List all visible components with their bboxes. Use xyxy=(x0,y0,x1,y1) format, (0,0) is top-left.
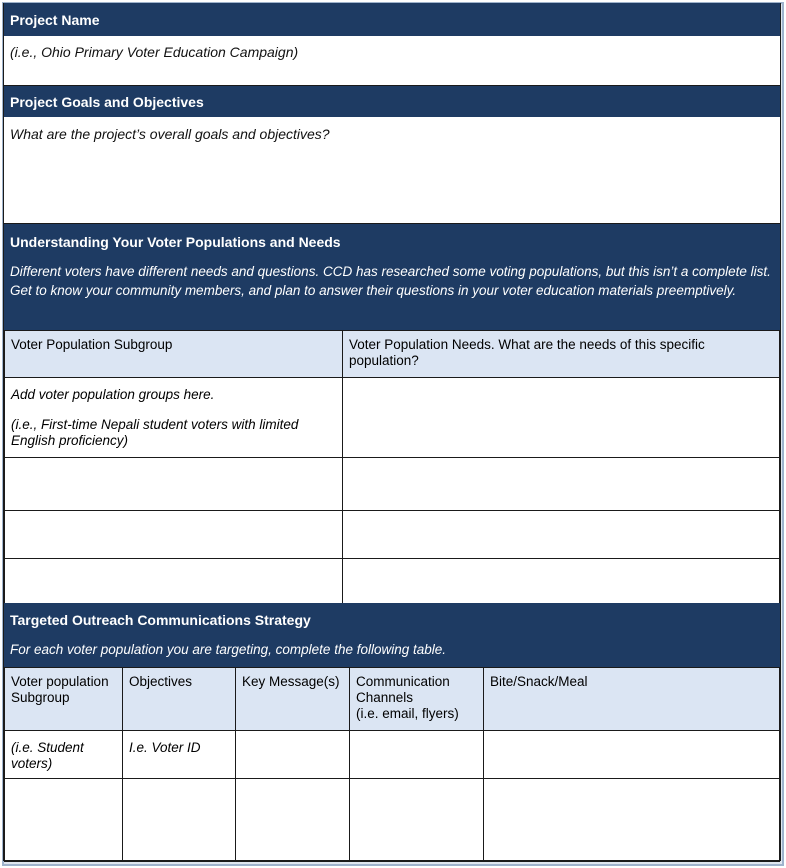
table-row xyxy=(5,511,780,559)
col-header-channels xyxy=(350,668,484,731)
channels-cell[interactable] xyxy=(350,731,484,779)
needs-cell[interactable] xyxy=(343,511,780,559)
subgroup-cell[interactable] xyxy=(5,511,343,559)
channels-cell[interactable] xyxy=(350,779,484,862)
channels-example: (i.e. email, flyers) xyxy=(356,706,459,721)
outreach-title: Targeted Outreach Communications Strategy xyxy=(10,612,311,628)
key-messages-cell[interactable] xyxy=(236,779,350,862)
goals-header xyxy=(4,86,780,117)
goals-field[interactable] xyxy=(4,117,780,224)
subgroup-cell[interactable]: (i.e. Student voters) xyxy=(5,731,123,779)
bite-cell[interactable] xyxy=(484,779,780,862)
goals-hint: What are the project’s overall goals and objectives? xyxy=(10,126,330,142)
col-header-objectives: Objectives xyxy=(123,668,236,731)
worksheet xyxy=(3,3,781,861)
subgroup-example: (i.e., First-time Nepali student voters with limited English proficiency) xyxy=(11,417,299,448)
project-name-title: Project Name xyxy=(10,11,100,28)
populations-description: Different voters have different needs and questions. CCD has researched some voting populations, but this isn’t a complete list. Get to know your community members, and plan to answer their questions in your voter education materials preemptively. xyxy=(10,264,771,298)
subgroup-instruction: Add voter population groups here. xyxy=(11,387,215,402)
bite-cell[interactable] xyxy=(484,731,780,779)
needs-cell[interactable] xyxy=(343,458,780,511)
subgroup-cell[interactable] xyxy=(5,378,343,458)
table-row xyxy=(5,378,780,458)
populations-section xyxy=(4,224,780,330)
project-name-field[interactable] xyxy=(4,36,780,86)
populations-title: Understanding Your Voter Populations and Needs xyxy=(10,234,341,250)
key-messages-cell[interactable] xyxy=(236,731,350,779)
subgroup-cell[interactable] xyxy=(5,559,343,604)
table-header-row xyxy=(5,331,780,378)
objectives-cell[interactable]: I.e. Voter ID xyxy=(123,731,236,779)
outreach-table xyxy=(4,667,780,862)
table-row xyxy=(5,559,780,604)
outreach-section xyxy=(4,603,780,667)
needs-cell[interactable] xyxy=(343,559,780,604)
col-header-subgroup: Voter Population Subgroup xyxy=(5,331,343,378)
table-row xyxy=(5,731,780,779)
table-row xyxy=(5,779,780,862)
project-name-hint: (i.e., Ohio Primary Voter Education Campaign) xyxy=(10,44,299,60)
col-header-subgroup: Voter population Subgroup xyxy=(5,668,123,731)
table-header-row xyxy=(5,668,780,731)
populations-table xyxy=(4,330,780,604)
channels-label: Communication Channels xyxy=(356,674,450,705)
outreach-description: For each voter population you are targeting, complete the following table. xyxy=(10,642,447,657)
col-header-bite: Bite/Snack/Meal xyxy=(484,668,780,731)
needs-cell[interactable] xyxy=(343,378,780,458)
subgroup-cell[interactable] xyxy=(5,779,123,862)
subgroup-cell[interactable] xyxy=(5,458,343,511)
col-header-needs: Voter Population Needs. What are the needs of this specific population? xyxy=(343,331,780,378)
project-name-header xyxy=(4,3,780,36)
table-row xyxy=(5,458,780,511)
objectives-cell[interactable] xyxy=(123,779,236,862)
col-header-key-messages: Key Message(s) xyxy=(236,668,350,731)
goals-title: Project Goals and Objectives xyxy=(10,93,204,110)
